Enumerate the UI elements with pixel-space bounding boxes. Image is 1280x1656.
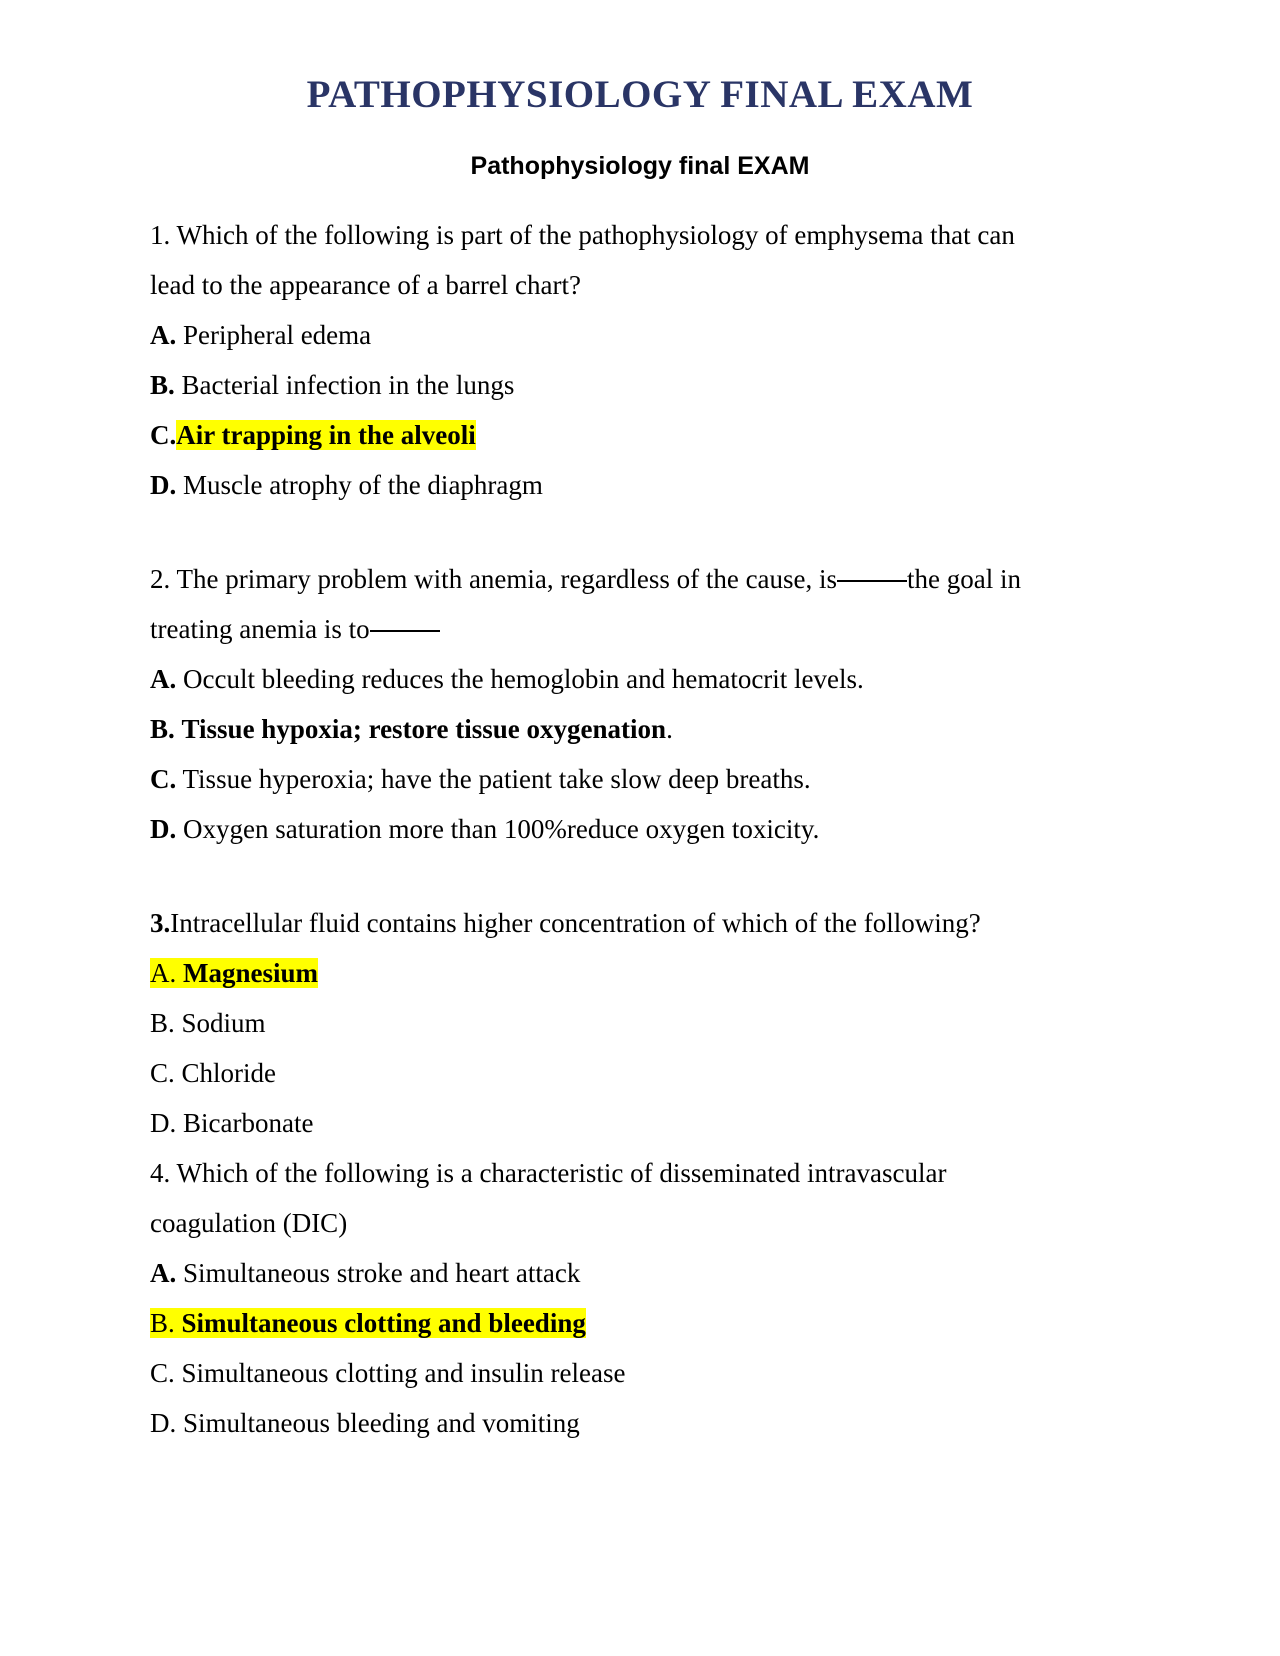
- trailing-period: .: [666, 714, 673, 744]
- option-text: Simultaneous clotting and insulin release: [181, 1358, 626, 1388]
- question-3-option-b: [150, 998, 1150, 1048]
- highlighted-answer-block: [150, 958, 318, 988]
- question-4-option-d: [150, 1398, 1150, 1448]
- option-text: Bicarbonate: [183, 1108, 314, 1138]
- question-4-stem-line1: 4. Which of the following is a characteristic of disseminated intravascular: [150, 1158, 947, 1188]
- question-2-option-a: [150, 654, 1150, 704]
- option-letter: C.: [150, 1058, 175, 1088]
- option-text: Tissue hyperoxia; have the patient take slow deep breaths.: [182, 764, 811, 794]
- question-1: [150, 210, 1150, 510]
- option-letter: A.: [150, 1258, 177, 1288]
- option-letter: D.: [150, 814, 177, 844]
- question-3-option-c: [150, 1048, 1150, 1098]
- option-letter: C.: [150, 420, 177, 450]
- option-text: Peripheral edema: [183, 320, 372, 350]
- question-1-stem-line1: 1. Which of the following is part of the pathophysiology of emphysema that can: [150, 220, 1015, 250]
- question-1-option-c-correct: [150, 410, 1150, 460]
- option-text: Simultaneous clotting and bleeding: [181, 1308, 586, 1338]
- question-1-stem-line2: lead to the appearance of a barrel chart?: [150, 270, 581, 300]
- option-letter: D.: [150, 1408, 177, 1438]
- option-text: Chloride: [181, 1058, 277, 1088]
- option-letter: B.: [150, 714, 175, 744]
- stem-text: Intracellular fluid contains higher concentration of which of the following?: [170, 908, 981, 938]
- question-4-option-c: [150, 1348, 1150, 1398]
- option-text: Bacterial infection in the lungs: [181, 370, 515, 400]
- question-2: [150, 554, 1150, 854]
- option-letter: A.: [150, 958, 177, 988]
- highlighted-answer-block: [150, 1308, 586, 1338]
- question-2-option-b-correct: [150, 704, 1150, 754]
- option-letter: C.: [150, 764, 177, 794]
- option-text: Sodium: [181, 1008, 266, 1038]
- option-letter: B.: [150, 370, 175, 400]
- fill-in-blank: [837, 579, 907, 582]
- option-text: Muscle atrophy of the diaphragm: [183, 470, 543, 500]
- option-letter: D.: [150, 1108, 177, 1138]
- stem-part-a: 2. The primary problem with anemia, regardless of the cause, is: [150, 564, 838, 594]
- question-4-option-b-correct: [150, 1298, 1150, 1348]
- stem-part-b: the goal in: [907, 564, 1022, 594]
- question-2-option-d: [150, 804, 1150, 854]
- question-1-option-a: [150, 310, 1150, 360]
- option-letter: D.: [150, 470, 177, 500]
- document-title: PATHOPHYSIOLOGY FINAL EXAM: [306, 73, 974, 116]
- question-2-option-c: [150, 754, 1150, 804]
- question-number: 3.: [150, 908, 171, 938]
- fill-in-blank: [370, 629, 440, 632]
- question-4-option-a: [150, 1248, 1150, 1298]
- bold-answer: Tissue hypoxia; restore tissue oxygenation: [181, 714, 667, 744]
- question-3-stem: [150, 898, 1150, 948]
- option-letter: A.: [150, 320, 177, 350]
- option-letter: B.: [150, 1308, 175, 1338]
- question-1-option-d: [150, 460, 1150, 510]
- question-3-option-a-correct: [150, 948, 1150, 998]
- highlighted-answer: Air trapping in the alveoli: [176, 420, 476, 450]
- question-3: [150, 898, 1150, 1148]
- question-3-option-d: [150, 1098, 1150, 1148]
- question-4-stem-line2: coagulation (DIC): [150, 1208, 348, 1238]
- option-text: Oxygen saturation more than 100%reduce oxygen toxicity.: [183, 814, 820, 844]
- option-text: Occult bleeding reduces the hemoglobin and hematocrit levels.: [183, 664, 864, 694]
- question-1-option-b: [150, 360, 1150, 410]
- document-subtitle: Pathophysiology final EXAM: [470, 152, 810, 180]
- option-letter: A.: [150, 664, 177, 694]
- stem-text: treating anemia is to: [150, 614, 370, 644]
- question-2-stem-line2: [150, 604, 1150, 654]
- question-4: [150, 1148, 1150, 1448]
- option-letter: B.: [150, 1008, 175, 1038]
- questions-body: [150, 210, 1150, 1448]
- option-text: Simultaneous stroke and heart attack: [183, 1258, 581, 1288]
- option-letter: C.: [150, 1358, 175, 1388]
- question-2-stem-line1: [150, 554, 1150, 604]
- option-text: Simultaneous bleeding and vomiting: [183, 1408, 580, 1438]
- option-text: Magnesium: [183, 958, 318, 988]
